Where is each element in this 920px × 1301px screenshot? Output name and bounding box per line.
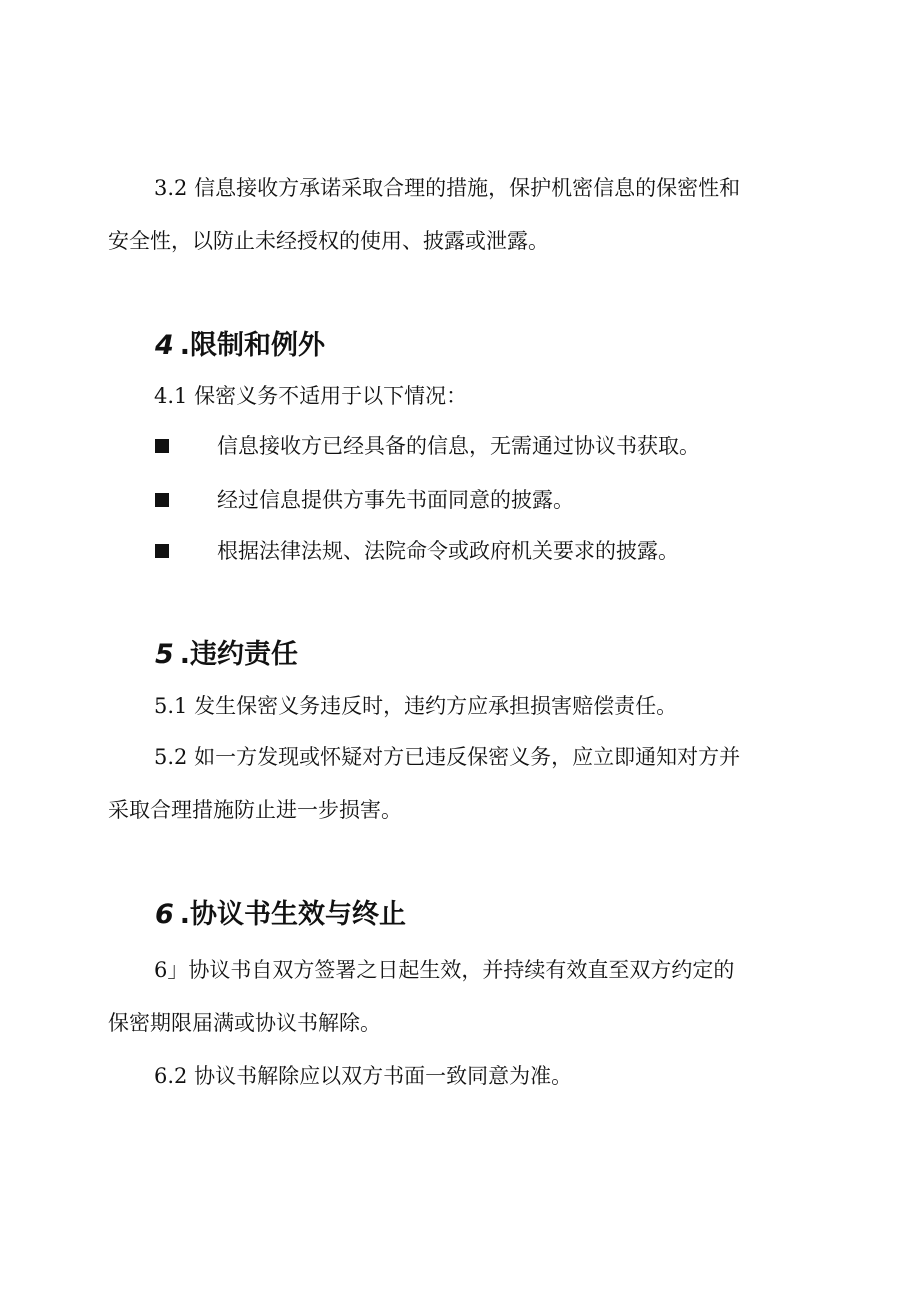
paragraph-line: 3.2 信息接收方承诺采取合理的措施，保护机密信息的保密性和 <box>154 176 741 200</box>
paragraph-5-2 <box>108 731 808 837</box>
square-bullet-icon <box>155 544 169 558</box>
paragraph-5-1 <box>108 680 808 733</box>
section-number: 4 <box>155 330 174 361</box>
paragraph-6-1 <box>108 944 808 1050</box>
paragraph-line: 5.2 如一方发现或怀疑对方已违反保密义务，应立即通知对方并 <box>154 745 741 769</box>
list-item-text: 经过信息提供方事先书面同意的披露。 <box>217 488 574 512</box>
section-4-heading <box>155 326 325 366</box>
list-item-text: 信息接收方已经具备的信息，无需通过协议书获取。 <box>217 434 700 458</box>
paragraph-4-1 <box>108 370 808 423</box>
section-5-heading <box>155 635 298 675</box>
square-bullet-icon <box>155 493 169 507</box>
section-number: 5 <box>155 639 174 670</box>
paragraph-line: 采取合理措施防止进一步损害。 <box>108 798 402 822</box>
section-number: 6 <box>155 899 174 930</box>
paragraph-line: 安全性，以防止未经授权的使用、披露或泄露。 <box>108 229 549 253</box>
paragraph-line: 5.1 发生保密义务违反时，违约方应承担损害赔偿责任。 <box>154 694 678 718</box>
list-item <box>155 536 679 566</box>
section-title: .限制和例外 <box>179 330 326 361</box>
paragraph-line: 6.2 协议书解除应以双方书面一致同意为准。 <box>154 1064 573 1088</box>
list-item <box>155 485 574 515</box>
section-title: .违约责任 <box>179 639 299 670</box>
list-item-text: 根据法律法规、法院命令或政府机关要求的披露。 <box>217 539 679 563</box>
paragraph-line: 4.1 保密义务不适用于以下情况： <box>154 384 468 408</box>
paragraph-line: 6」协议书自双方签署之日起生效，并持续有效直至双方约定的 <box>154 958 735 982</box>
section-6-heading <box>155 895 406 935</box>
square-bullet-icon <box>155 439 169 453</box>
paragraph-6-2 <box>108 1050 808 1103</box>
list-item <box>155 431 700 461</box>
paragraph-line: 保密期限届满或协议书解除。 <box>108 1011 381 1035</box>
section-title: .协议书生效与终止 <box>179 899 407 930</box>
paragraph-3-2 <box>108 162 808 268</box>
